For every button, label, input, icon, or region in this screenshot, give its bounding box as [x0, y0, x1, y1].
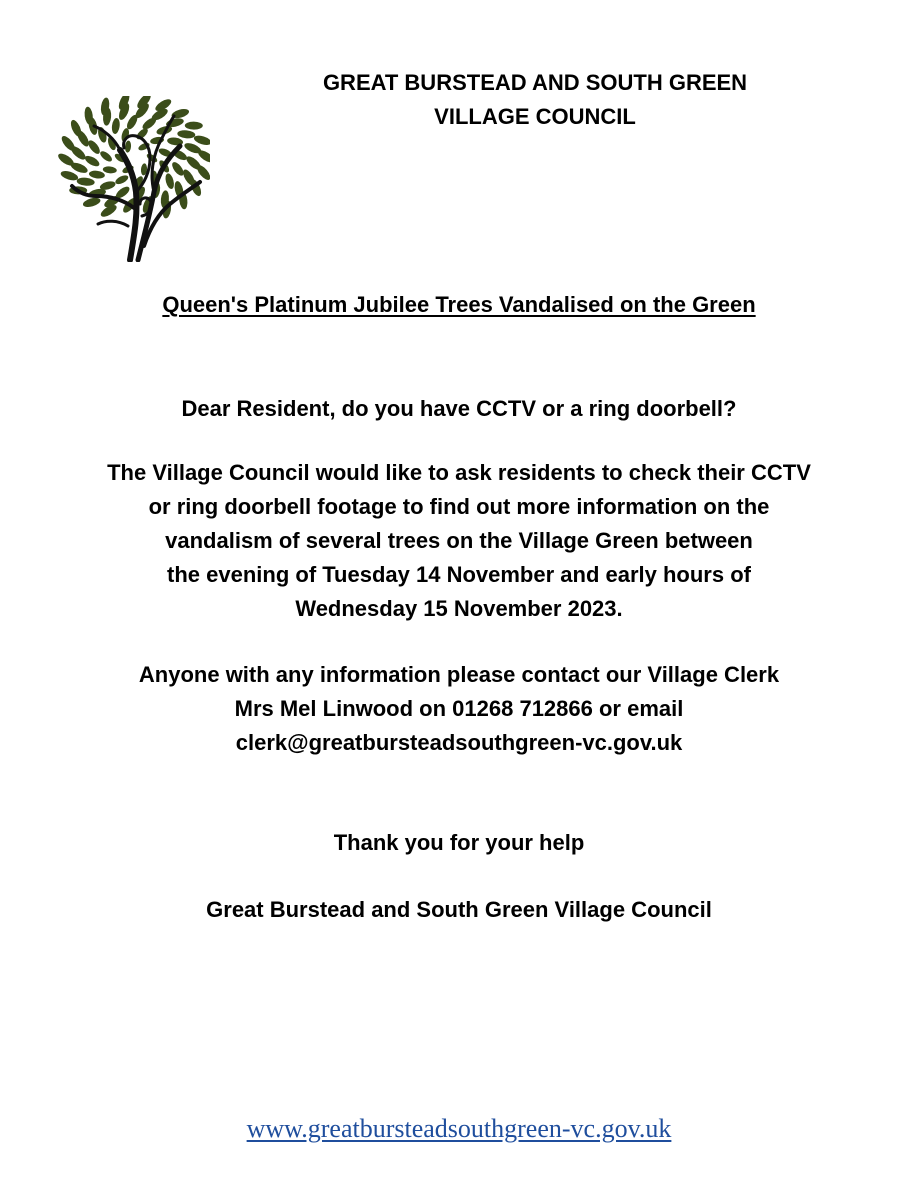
- council-title-line-2: VILLAGE COUNCIL: [434, 104, 636, 129]
- notice-headline-text: Queen's Platinum Jubilee Trees Vandalised on the Green: [162, 292, 756, 317]
- body-line: vandalism of several trees on the Village Green between: [165, 528, 753, 553]
- leaf-icon: [88, 170, 105, 180]
- greeting-text: Dear Resident, do you have CCTV or a ring doorbell?: [181, 396, 737, 421]
- leaf-icon: [185, 121, 203, 129]
- contact-line: Anyone with any information please contact our Village Clerk: [138, 662, 780, 687]
- leaf-icon: [164, 172, 175, 189]
- leaf-icon: [124, 140, 131, 152]
- leaf-icon: [170, 160, 186, 177]
- leaf-icon: [111, 118, 121, 135]
- thanks-text: Thank you for your help: [333, 830, 585, 855]
- council-title: [262, 66, 808, 134]
- leaf-icon: [83, 154, 101, 169]
- leaf-icon: [99, 149, 114, 163]
- signoff-text: Great Burstead and South Green Village Council: [206, 897, 712, 922]
- greeting: [0, 392, 918, 426]
- signoff: [0, 893, 918, 927]
- tree-logo-icon: [58, 96, 210, 262]
- notice-headline: [0, 289, 918, 321]
- leaf-icon: [193, 134, 210, 147]
- body-line: or ring doorbell footage to find out more information on the: [148, 494, 770, 519]
- body-line: The Village Council would like to ask residents to check their CCTV: [107, 460, 811, 485]
- contact-info: [0, 658, 918, 760]
- leaf-icon: [76, 177, 95, 187]
- leaf-icon: [60, 169, 80, 182]
- body-line: Wednesday 15 November 2023.: [295, 596, 623, 621]
- leaf-icon: [114, 174, 130, 186]
- body-line: the evening of Tuesday 14 November and early hours of: [167, 562, 751, 587]
- notice-body: [0, 456, 918, 626]
- contact-email: clerk@greatbursteadsouthgreen-vc.gov.uk: [235, 730, 683, 755]
- contact-line: Mrs Mel Linwood on 01268 712866 or email: [234, 696, 684, 721]
- thanks: [0, 826, 918, 860]
- leaf-icon: [102, 166, 117, 174]
- leaf-icon: [177, 130, 196, 140]
- leaf-icon: [86, 138, 102, 155]
- website-link[interactable]: www.greatbursteadsouthgreen-vc.gov.uk: [246, 1114, 672, 1143]
- council-title-line-1: GREAT BURSTEAD AND SOUTH GREEN: [322, 70, 748, 95]
